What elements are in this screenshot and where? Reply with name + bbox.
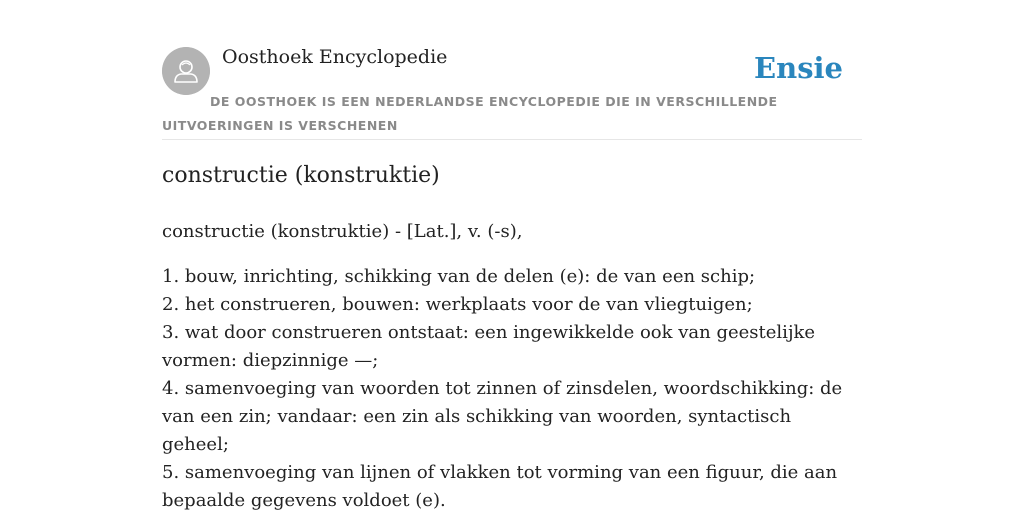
- entry-title: constructie (konstruktie): [162, 163, 440, 188]
- brand-logo[interactable]: Ensie: [754, 51, 843, 85]
- source-header: [162, 0, 862, 140]
- definition-item: 3. wat door construeren ontstaat: een ingewikkelde ook van geestelijke vormen: diepzinnige —;: [162, 322, 816, 371]
- definition-item: 5. samenvoeging van lijnen of vlakken tot vorming van een figuur, die aan bepaalde gegevens voldoet (e).: [162, 462, 838, 511]
- entry-headword-line: constructie (konstruktie) - [Lat.], v. (-s),: [162, 221, 523, 242]
- page: [162, 0, 862, 511]
- source-description: DE OOSTHOEK IS EEN NEDERLANDSE ENCYCLOPEDIE DIE IN VERSCHILLENDE UITVOERINGEN IS VERSCHENEN: [162, 94, 778, 133]
- definition-item: 2. het construeren, bouwen: werkplaats voor de van vliegtuigen;: [162, 294, 753, 315]
- definition-item: 4. samenvoeging van woorden tot zinnen of zinsdelen, woordschikking: de van een zin; vandaar: een zin als schikking van woorden, syntactisch geheel;: [162, 378, 843, 455]
- source-title[interactable]: Oosthoek Encyclopedie: [222, 46, 448, 68]
- definition-list: [162, 263, 862, 512]
- definition-item: 1. bouw, inrichting, schikking van de delen (e): de van een schip;: [162, 266, 756, 287]
- user-icon[interactable]: [162, 47, 210, 95]
